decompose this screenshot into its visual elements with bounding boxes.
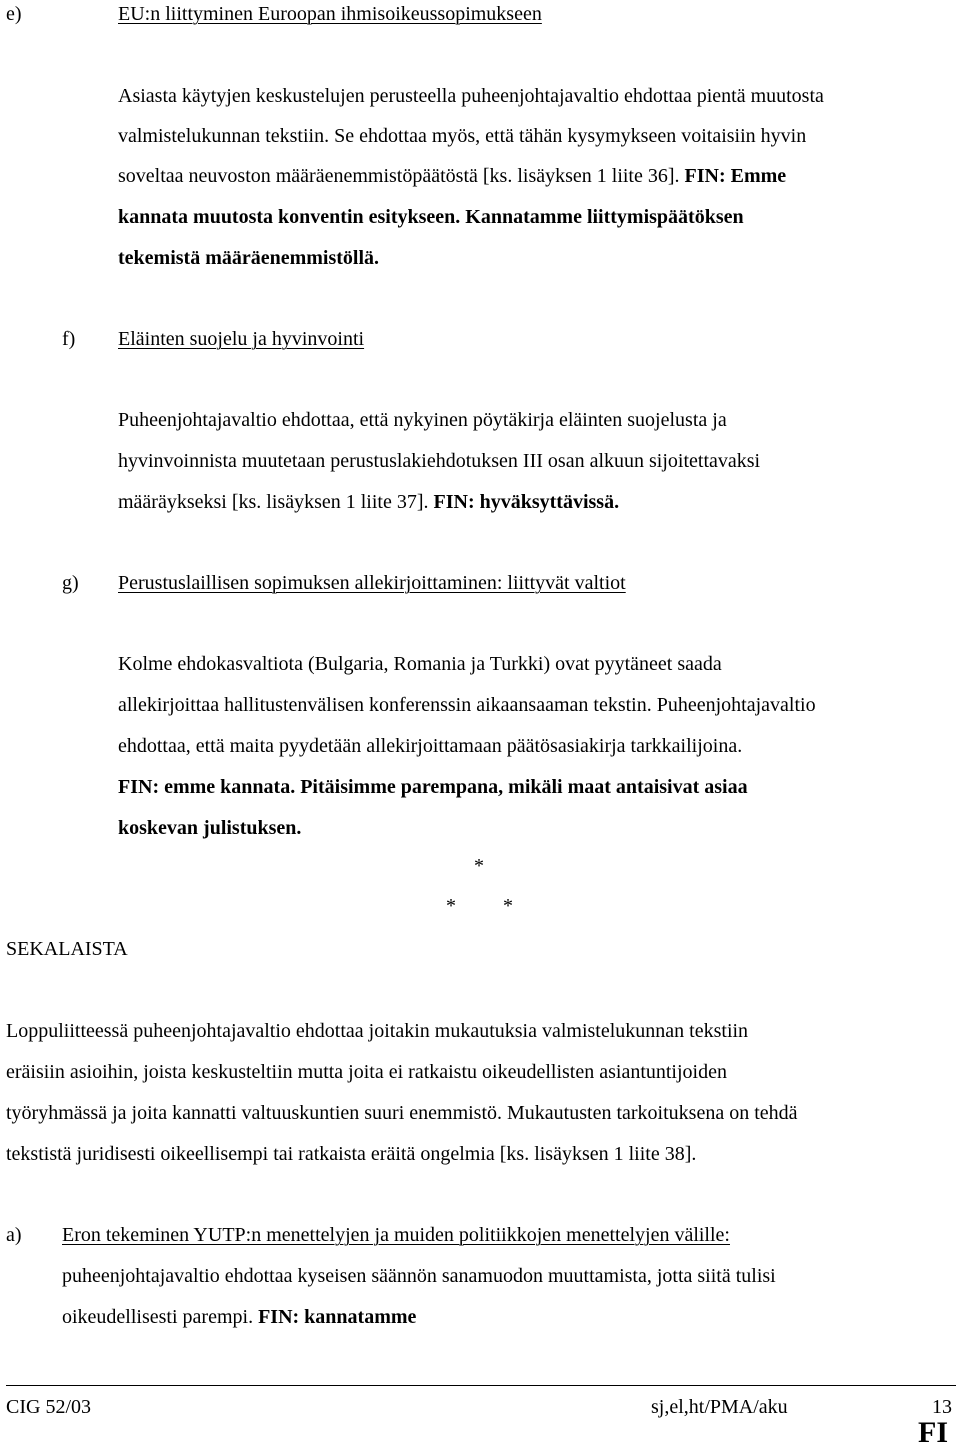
section-e-line-5: tekemistä määräenemmistöllä. — [118, 247, 380, 269]
footer-doc-ref: CIG 52/03 — [6, 1396, 91, 1418]
section-f-line-2: hyvinvoinnista muutetaan perustuslakiehdotuksen III osan alkuun sijoitettavaksi — [118, 450, 761, 472]
separator-star-left: * — [446, 895, 456, 917]
section-g-marker: g) — [62, 572, 79, 594]
footer-initials: sj,el,ht/PMA/aku — [651, 1396, 788, 1418]
misc-line-3: työryhmässä ja joita kannatti valtuuskuntien suuri enemmistö. Mukautusten tarkoituksena on tehdä — [6, 1102, 798, 1124]
footer-language: FI — [918, 1416, 948, 1449]
section-g-heading: Perustuslaillisen sopimuksen allekirjoittaminen: liittyvät valtiot — [118, 572, 626, 594]
section-e-line-4: kannata muutosta konventin esitykseen. Kannatamme liittymispäätöksen — [118, 206, 744, 228]
section-g-line-1: Kolme ehdokasvaltiota (Bulgaria, Romania ja Turkki) ovat pyytäneet saada — [118, 653, 722, 675]
footer-page-number: 13 — [932, 1396, 952, 1418]
section-e-line-2: valmistelukunnan tekstiin. Se ehdottaa myös, että tähän kysymykseen voitaisiin hyvin — [118, 125, 807, 147]
section-g-line-5: koskevan julistuksen. — [118, 817, 302, 839]
misc-line-1: Loppuliitteessä puheenjohtajavaltio ehdottaa joitakin mukautuksia valmistelukunnan tekstiin — [6, 1020, 749, 1042]
section-e-line-1: Asiasta käytyjen keskustelujen perusteella puheenjohtajavaltio ehdottaa pientä muutosta — [118, 85, 824, 107]
misc-item-a-line-2 — [62, 1307, 416, 1327]
section-f-line-3 — [118, 492, 619, 512]
section-f-heading: Eläinten suojelu ja hyvinvointi — [118, 328, 365, 350]
section-e-heading: EU:n liittyminen Euroopan ihmisoikeussopimukseen — [118, 3, 542, 25]
section-g-line-3: ehdottaa, että maita pyydetään allekirjoittamaan päätösasiakirja tarkkailijoina. — [118, 735, 743, 757]
misc-item-a-marker: a) — [6, 1224, 22, 1246]
section-f-fin-label: FIN: hyväksyttävissä. — [433, 491, 620, 513]
section-f-line-3-text: määräykseksi [ks. lisäyksen 1 liite 37]. — [118, 491, 434, 513]
misc-line-2: eräisiin asioihin, joista keskusteltiin mutta joita ei ratkaistu oikeudellisten asiantuntijoiden — [6, 1061, 727, 1083]
misc-item-a-line-1: puheenjohtajavaltio ehdottaa kyseisen säännön sanamuodon muuttamista, jotta siitä tulisi — [62, 1265, 776, 1287]
misc-item-a-line-2-text: oikeudellisesti parempi. — [62, 1306, 259, 1328]
section-e-line-3-text: soveltaa neuvoston määräenemmistöpäätöstä [ks. lisäyksen 1 liite 36]. — [118, 165, 685, 187]
section-e-line-3 — [118, 166, 786, 186]
section-g-line-4: FIN: emme kannata. Pitäisimme parempana, mikäli maat antaisivat asiaa — [118, 776, 748, 798]
section-e-marker: e) — [6, 3, 22, 25]
misc-item-a-heading: Eron tekeminen YUTP:n menettelyjen ja muiden politiikkojen menettelyjen välille: — [62, 1224, 730, 1246]
misc-item-a-fin-label: FIN: kannatamme — [258, 1306, 417, 1328]
misc-heading: SEKALAISTA — [6, 938, 128, 960]
section-g-line-2: allekirjoittaa hallitustenvälisen konferenssin aikaansaaman tekstin. Puheenjohtajavaltio — [118, 694, 816, 716]
misc-line-4: tekstistä juridisesti oikeellisempi tai ratkaista eräitä ongelmia [ks. lisäyksen 1 liite 38]. — [6, 1143, 697, 1165]
separator-star-top: * — [474, 855, 484, 877]
section-e-fin-label: FIN: Emme — [684, 165, 787, 187]
footer-rule — [6, 1385, 956, 1386]
separator-star-right: * — [503, 895, 513, 917]
section-f-line-1: Puheenjohtajavaltio ehdottaa, että nykyinen pöytäkirja eläinten suojelusta ja — [118, 409, 727, 431]
section-f-marker: f) — [62, 328, 76, 350]
